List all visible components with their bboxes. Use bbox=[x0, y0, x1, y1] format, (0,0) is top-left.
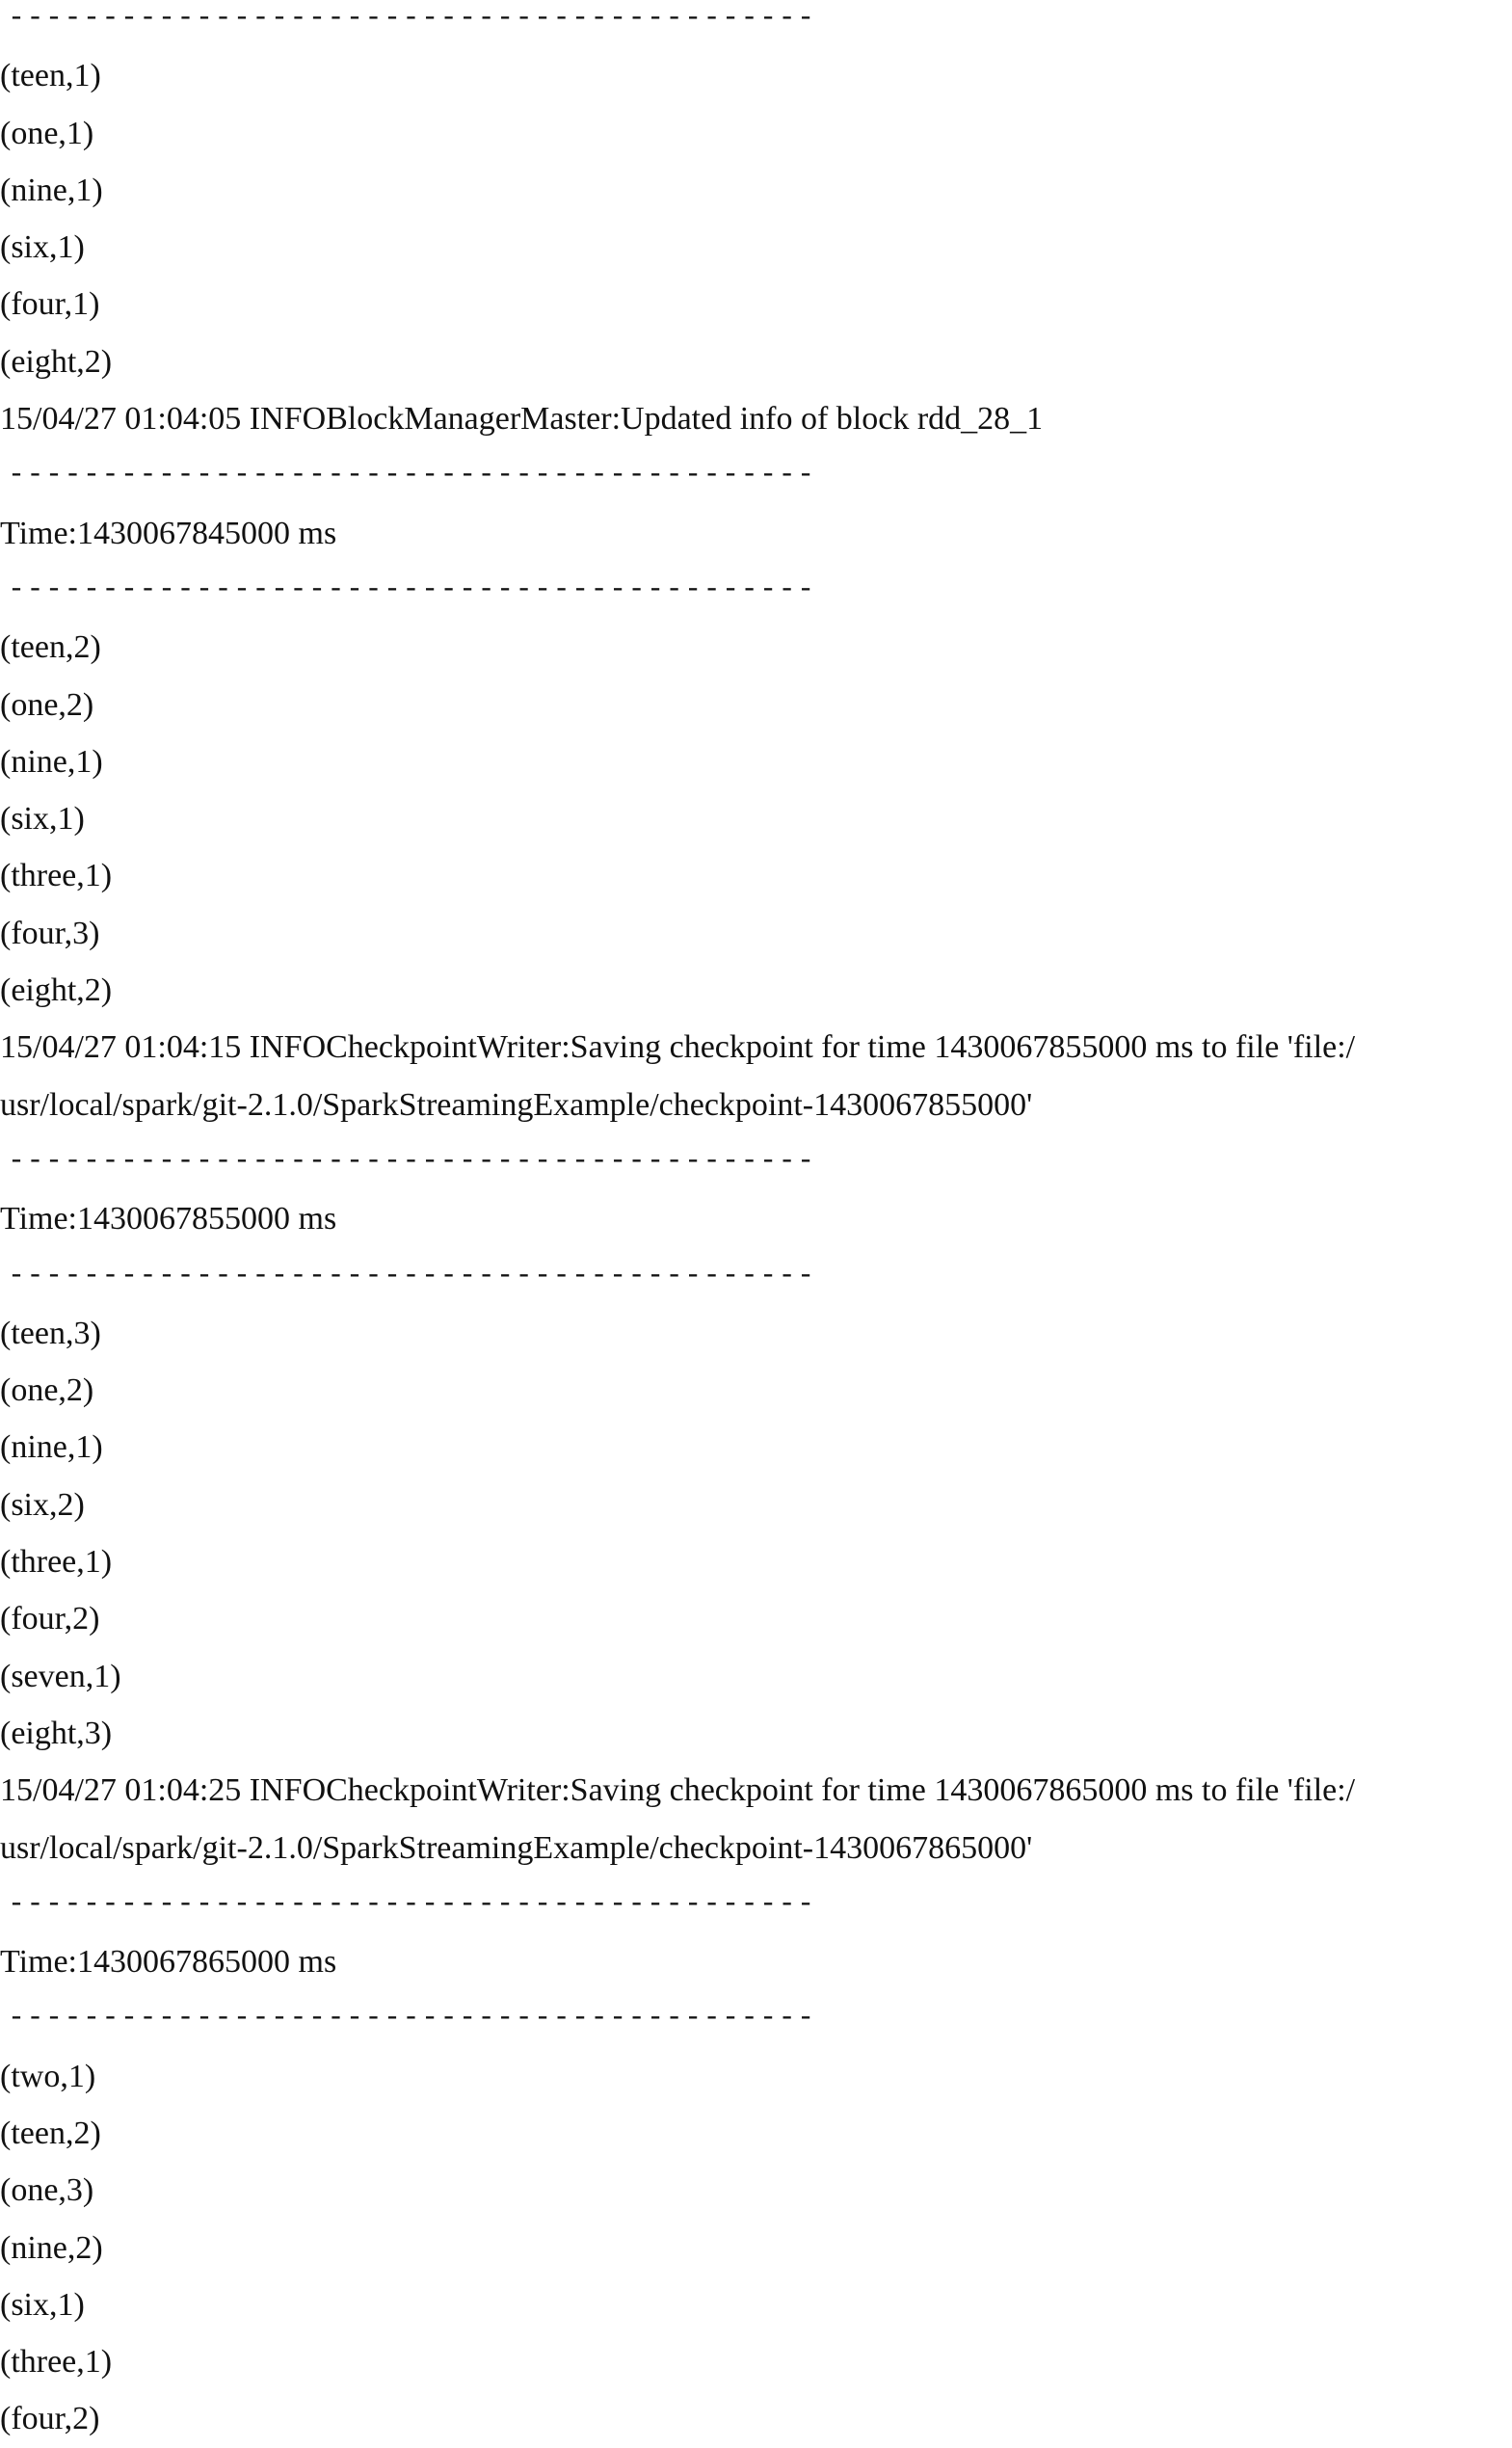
console-line: (nine,1) bbox=[0, 743, 103, 780]
console-line: (seven,1) bbox=[0, 1658, 121, 1694]
console-line: (nine,1) bbox=[0, 1429, 103, 1466]
console-line: (eight,2) bbox=[0, 343, 113, 380]
console-line: (three,1) bbox=[0, 2344, 113, 2381]
console-line: (three,1) bbox=[0, 1544, 113, 1581]
console-line: Time:1430067845000 ms bbox=[0, 515, 337, 551]
console-line: (six,1) bbox=[0, 801, 85, 838]
console-line: 15/04/27 01:04:25 INFOCheckpointWriter:Saving checkpoint for time 1430067865000 ms to file 'file:/ bbox=[0, 1772, 1356, 1809]
console-line: (nine,2) bbox=[0, 2229, 103, 2266]
separator-line: ------------------------------------------- bbox=[8, 2002, 816, 2036]
console-line: (six,1) bbox=[0, 229, 85, 266]
console-line: (teen,3) bbox=[0, 1315, 101, 1351]
separator-line: ------------------------------------------- bbox=[8, 1887, 816, 1921]
console-line: (nine,1) bbox=[0, 172, 103, 208]
console-line: (six,2) bbox=[0, 1486, 85, 1523]
separator-line: ------------------------------------------- bbox=[8, 572, 816, 606]
console-line: (one,1) bbox=[0, 115, 94, 151]
console-line: 15/04/27 01:04:05 INFOBlockManagerMaster:Updated info of block rdd_28_1 bbox=[0, 401, 1044, 438]
separator-line: ------------------------------------------- bbox=[8, 1259, 816, 1292]
console-line: (eight,3) bbox=[0, 1715, 113, 1751]
console-line: usr/local/spark/git-2.1.0/SparkStreamingExample/checkpoint-1430067865000' bbox=[0, 1829, 1033, 1866]
console-line: (one,2) bbox=[0, 686, 94, 723]
console-line: (one,3) bbox=[0, 2172, 94, 2209]
console-line: usr/local/spark/git-2.1.0/SparkStreamingExample/checkpoint-1430067855000' bbox=[0, 1086, 1033, 1123]
console-line: (eight,2) bbox=[0, 972, 113, 1009]
console-line: (teen,2) bbox=[0, 629, 101, 666]
console-line: (three,1) bbox=[0, 858, 113, 894]
console-line: (four,2) bbox=[0, 2401, 100, 2437]
separator-line: ------------------------------------------- bbox=[8, 2, 816, 35]
separator-line: ------------------------------------------- bbox=[8, 1144, 816, 1178]
console-line: (teen,1) bbox=[0, 58, 101, 94]
console-line: (six,1) bbox=[0, 2286, 85, 2323]
console-line: (four,1) bbox=[0, 286, 100, 323]
console-line: 15/04/27 01:04:15 INFOCheckpointWriter:Saving checkpoint for time 1430067855000 ms to file 'file:/ bbox=[0, 1029, 1356, 1066]
console-line: (four,3) bbox=[0, 915, 100, 951]
console-line: Time:1430067855000 ms bbox=[0, 1201, 337, 1237]
console-line: Time:1430067865000 ms bbox=[0, 1944, 337, 1981]
separator-line: ------------------------------------------- bbox=[8, 459, 816, 492]
console-line: (teen,2) bbox=[0, 2115, 101, 2151]
console-line: (two,1) bbox=[0, 2058, 96, 2094]
console-line: (one,2) bbox=[0, 1372, 94, 1409]
console-line: (four,2) bbox=[0, 1601, 100, 1637]
